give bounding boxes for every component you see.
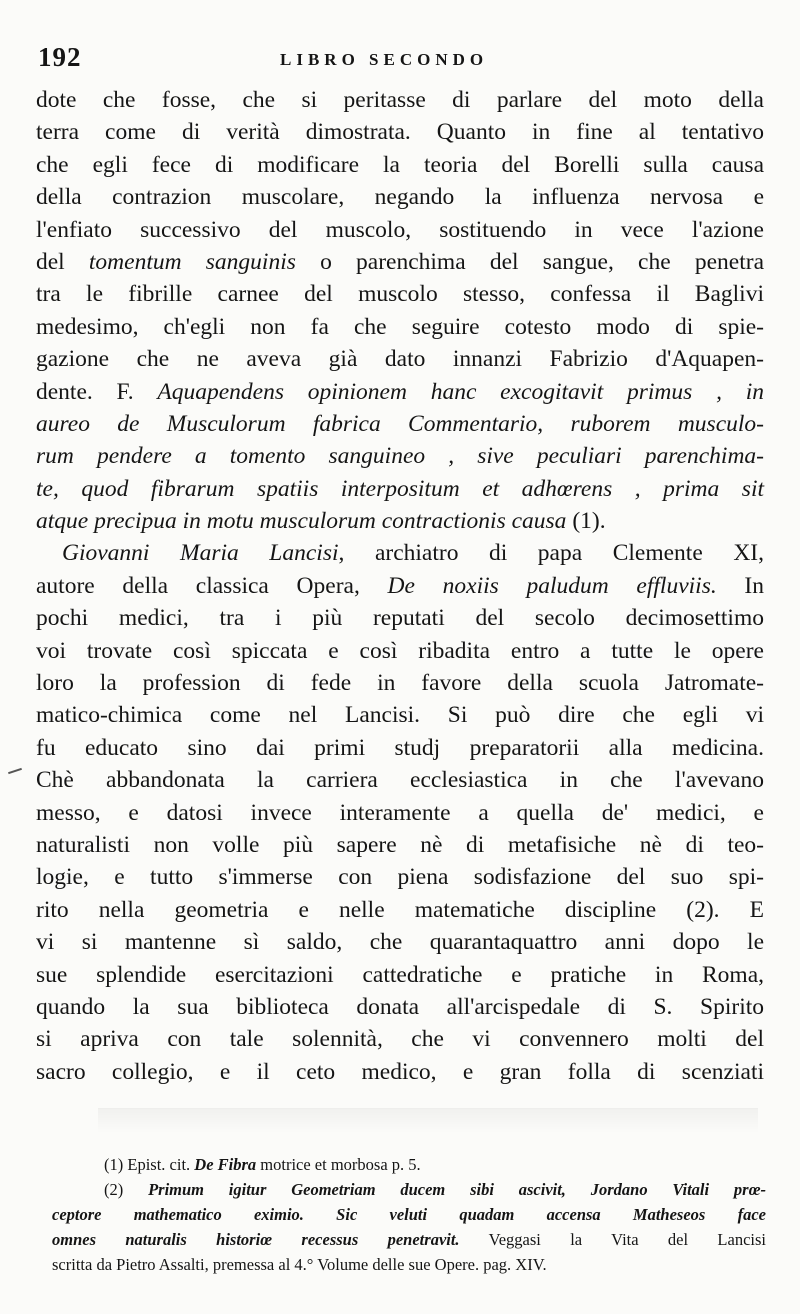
text-line: dote che fosse, che si peritasse di parlare del moto della	[36, 87, 764, 113]
page-header	[30, 38, 770, 78]
footnote-2	[78, 1177, 766, 1202]
footnote-latin: Primum igitur Geometriam ducem sibi ascivit, Jordano Vitali prœ-	[148, 1180, 766, 1199]
footnotes	[52, 1152, 766, 1277]
text-run: , archiatro di papa Clemente XI,	[338, 540, 764, 567]
bleed-through-shadow	[98, 1108, 758, 1133]
text-line: voi trovate così spiccata e così ribadita entro a tutte le opere	[36, 637, 764, 664]
footnote-title: De Fibra	[194, 1155, 257, 1174]
text-run: dente. F.	[36, 378, 158, 405]
footnote-text: Veggasi la Vita del Lancisi	[459, 1230, 766, 1249]
latin-quote: Aquapendens opinionem hanc excogitavit primus , in	[157, 378, 764, 405]
text-line: Chè abbandonata la carriera ecclesiastica in che l'avevano	[36, 767, 764, 794]
text-line: naturalisti non volle più sapere nè di metafisiche nè di teo-	[36, 831, 764, 858]
latin-quote-line: rum pendere a tomento sanguineo , sive peculiari parenchima-	[36, 443, 764, 470]
text-line: vi si mantenne sì saldo, che quarantaquattro anni dopo le	[36, 929, 764, 956]
person-name: Giovanni Maria Lancisi	[62, 540, 339, 567]
latin-term: tomentum sanguinis	[88, 248, 296, 275]
text-line: che egli fece di modificare la teoria del Borelli sulla causa	[36, 151, 764, 178]
text-line: quando la sua biblioteca donata all'arcispedale di S. Spirito	[36, 993, 764, 1020]
footnote-text: (2)	[104, 1180, 149, 1199]
latin-quote: atque precipua in motu musculorum contractionis causa	[36, 508, 567, 535]
text-line	[36, 376, 764, 408]
text-run: del	[36, 248, 89, 275]
text-line: della contrazion muscolare, negando la influenza nervosa e	[36, 184, 764, 211]
text-line	[36, 537, 764, 569]
text-line: logie, e tutto s'immerse con piena sodisfazione del suo spi-	[36, 864, 764, 891]
text-line: pochi medici, tra i più reputati del secolo decimosettimo	[36, 605, 764, 632]
text-line: fu educato sino dai primi studj preparatorii alla medicina.	[36, 734, 764, 761]
running-head: LIBRO SECONDO	[280, 50, 489, 69]
footnote-2-cont: scritta da Pietro Assalti, premessa al 4.° Volume delle sue Opere. pag. XIV.	[52, 1255, 547, 1274]
text-line: rito nella geometria e nelle matematiche discipline (2). E	[36, 896, 764, 923]
work-title: De noxiis paludum effluviis.	[387, 572, 717, 599]
text-line: gazione che ne aveva già dato innanzi Fabrizio d'Aquapen-	[36, 346, 764, 373]
text-line	[36, 570, 764, 602]
page-number: 192	[38, 42, 82, 72]
footnote-1	[78, 1152, 766, 1177]
text-line: tra le fibrille carnee del muscolo stesso, confessa il Baglivi	[36, 281, 764, 308]
text-run: In	[716, 572, 764, 599]
text-line: medesimo, ch'egli non fa che seguire cotesto modo di spie-	[36, 313, 764, 340]
text-line: sue splendide esercitazioni cattedratiche e pratiche in Roma,	[36, 961, 764, 988]
text-line: messo, e datosi invece interamente a quella de' medici, e	[36, 799, 764, 826]
text-line: terra come di verità dimostrata. Quanto in fine al tentativo	[36, 119, 764, 146]
margin-mark	[8, 768, 22, 774]
text-run: autore della classica Opera,	[36, 572, 388, 599]
text-line: l'enfiato successivo del muscolo, sostituendo in vece l'azione	[36, 216, 764, 243]
text-line	[36, 246, 764, 278]
latin-quote-line: aureo de Musculorum fabrica Commentario, ruborem musculo-	[36, 410, 764, 437]
footnote-2-cont	[52, 1227, 766, 1252]
footnote-ref: (1).	[566, 508, 606, 535]
footnote-text: (1) Epist. cit.	[104, 1155, 195, 1174]
text-line: matico-chimica come nel Lancisi. Si può dire che egli vi	[36, 702, 764, 729]
text-line: si apriva con tale solennità, che vi convennero molti del	[36, 1026, 764, 1053]
body-text	[36, 84, 764, 1088]
text-run: o parenchima del sangue, che penetra	[295, 248, 765, 275]
text-line: loro la profession di fede in favore della scuola Jatromate-	[36, 670, 764, 697]
text-line	[36, 505, 764, 537]
footnote-2-cont: ceptore mathematico eximio. Sic veluti quadam accensa Matheseos face	[52, 1205, 766, 1224]
latin-quote-line: te, quod fibrarum spatiis interpositum et adhœrens , prima sit	[36, 475, 764, 502]
footnote-latin: omnes naturalis historiœ recessus penetravit.	[52, 1230, 460, 1249]
text-line: sacro collegio, e il ceto medico, e gran folla di scenziati	[36, 1058, 764, 1085]
footnote-text: motrice et morbosa p. 5.	[256, 1155, 421, 1174]
